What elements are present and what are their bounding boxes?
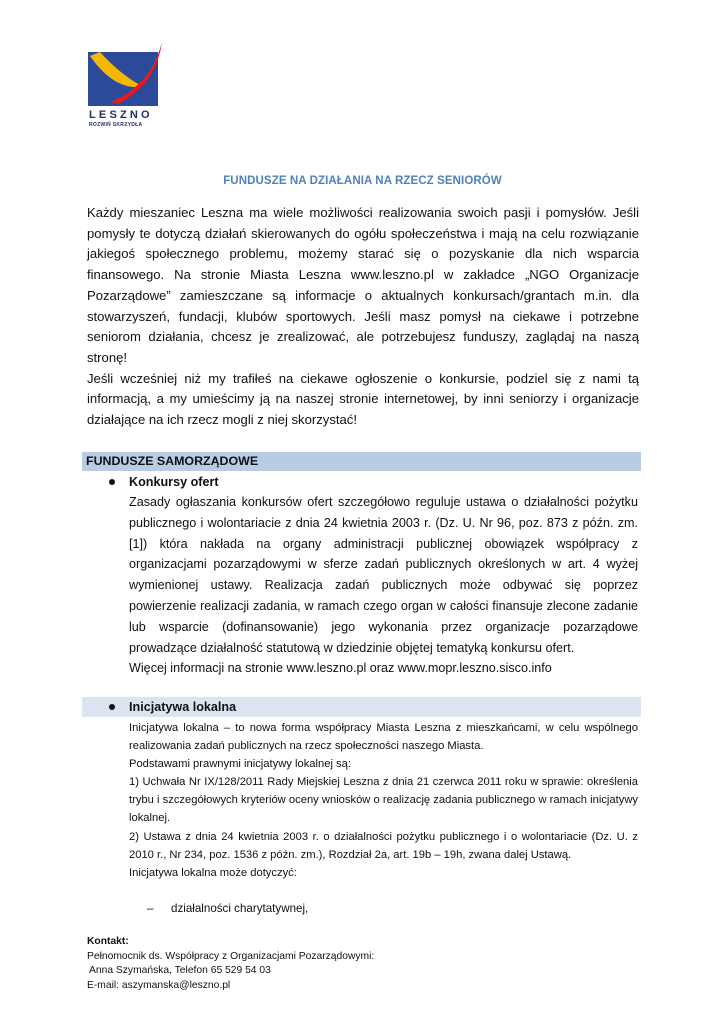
- contact-email: E-mail: aszymanska@leszno.pl: [87, 979, 231, 991]
- list-item-text: działalności charytatywnej,: [171, 902, 309, 915]
- intro-paragraph-1: Każdy mieszaniec Leszna ma wiele możliwości realizowania swoich pasji i pomysłów. Jeśli pomysły te dotyczą działań skierowanych do ogółu społeczeństwa i mają na celu rozwiązanie jakiegoś społecznego problemu, możemy starać się o pozyskanie dla nich wsparcia finansowego. Na stronie Miasta Leszna www.leszno.pl w zakładce „NGO Organizacje Pozarządowe” zamieszczane są informacje o aktualnych konkursach/grantach m.in. dla stowarzyszeń, fundacji, klubów sportowych. Jeśli masz pomysł na ciekawe i potrzebne seniorom działania, chcesz je zrealizować, ale potrzebujesz funduszy, zaglądaj na naszą stronę!: [87, 205, 639, 365]
- inicjatywa-basis-1: 1) Uchwała Nr IX/128/2011 Rady Miejskiej Leszna z dnia 21 czerwca 2011 roku w sprawie: określenia trybu i szczegółowych kryteriów oceny wniosków o realizację zadania publicznego w ramach inicjatywy lokalnej.: [129, 776, 638, 825]
- contact-label: Kontakt:: [87, 936, 129, 947]
- konkursy-ofert-description: Zasady ogłaszania konkursów ofert szczegółowo reguluje ustawa o działalności pożytku publicznego i wolontariacie z dnia 24 kwietnia 2003 r. (Dz. U. Nr 96, poz. 873 z późn. zm.[1]) która nakłada na organy administracji publicznej obowiązek współpracy z organizacjami pozarządowymi w sferze zadań publicznych określonych w art. 4 wyżej wymienionej ustawy. Realizacja zadań publicznych może odbywać się poprzez powierzenie realizacji zadania, w ramach czego organ w całości finansuje zlecone zadanie lub wsparcie (dofinansowanie) jego wykonania przez organizacje pozarządowe prowadzące działalność statutową w dziedzinie objętej tematyką konkursu ofert.: [129, 495, 638, 655]
- inicjatywa-basis-label: Podstawami prawnymi inicjatywy lokalnej są:: [129, 758, 351, 771]
- leszno-logo: [88, 42, 164, 128]
- contact-role: Pełnomocnik ds. Współpracy z Organizacjami Pozarządowymi:: [87, 950, 375, 962]
- intro-section: [87, 203, 639, 431]
- item-inicjatywa-lokalna-body: [129, 719, 638, 882]
- contact-person: Anna Szymańska, Telefon 65 529 54 03: [89, 965, 271, 977]
- inicjatywa-description: Inicjatywa lokalna – to nowa forma współpracy Miasta Leszna z mieszkańcami, w celu wspólnego realizowania zadań publicznych na rzecz społeczności naszego Miasta.: [129, 722, 638, 753]
- intro-paragraph-2: Jeśli wcześniej niż my trafiłeś na ciekawe ogłoszenie o konkursie, podziel się z nami tą informacją, a my umieścimy ją na naszej stronie internetowej, by inni seniorzy i organizacje działające na ich rzecz mogli z niej skorzystać!: [87, 370, 639, 428]
- logo-wordmark: LESZNO: [89, 109, 153, 121]
- inicjatywa-scope-label: Inicjatywa lokalna może dotyczyć:: [129, 866, 297, 879]
- item-inicjatywa-lokalna-header: [82, 697, 641, 717]
- item-konkursy-ofert-body: [129, 492, 638, 679]
- page-title: FUNDUSZE NA DZIAŁANIA NA RZECZ SENIORÓW: [223, 175, 502, 187]
- item-konkursy-ofert-title: Konkursy ofert: [129, 475, 219, 489]
- item-konkursy-ofert-header: [82, 472, 641, 492]
- section-heading: FUNDUSZE SAMORZĄDOWE: [82, 452, 641, 471]
- logo-tagline: ROZWIŃ SKRZYDŁA: [89, 122, 143, 128]
- contact-block: [87, 935, 374, 993]
- bullet-icon: [109, 704, 115, 710]
- leszno-logo-graphic: [88, 42, 164, 128]
- dash-icon: –: [147, 902, 154, 915]
- item-inicjatywa-lokalna-title: Inicjatywa lokalna: [129, 700, 237, 714]
- konkursy-ofert-more-info: Więcej informacji na stronie www.leszno.pl oraz www.mopr.leszno.sisco.info: [129, 661, 552, 676]
- inicjatywa-basis-2: 2) Ustawa z dnia 24 kwietnia 2003 r. o działalności pożytku publicznego i o wolontariacie (Dz. U. z 2010 r., Nr 234, poz. 1536 z późn. zm.), Rozdział 2a, art. 19b – 19h, zwana dalej Ustawą.: [129, 830, 638, 861]
- bullet-icon: [109, 479, 115, 485]
- list-item: [147, 901, 308, 917]
